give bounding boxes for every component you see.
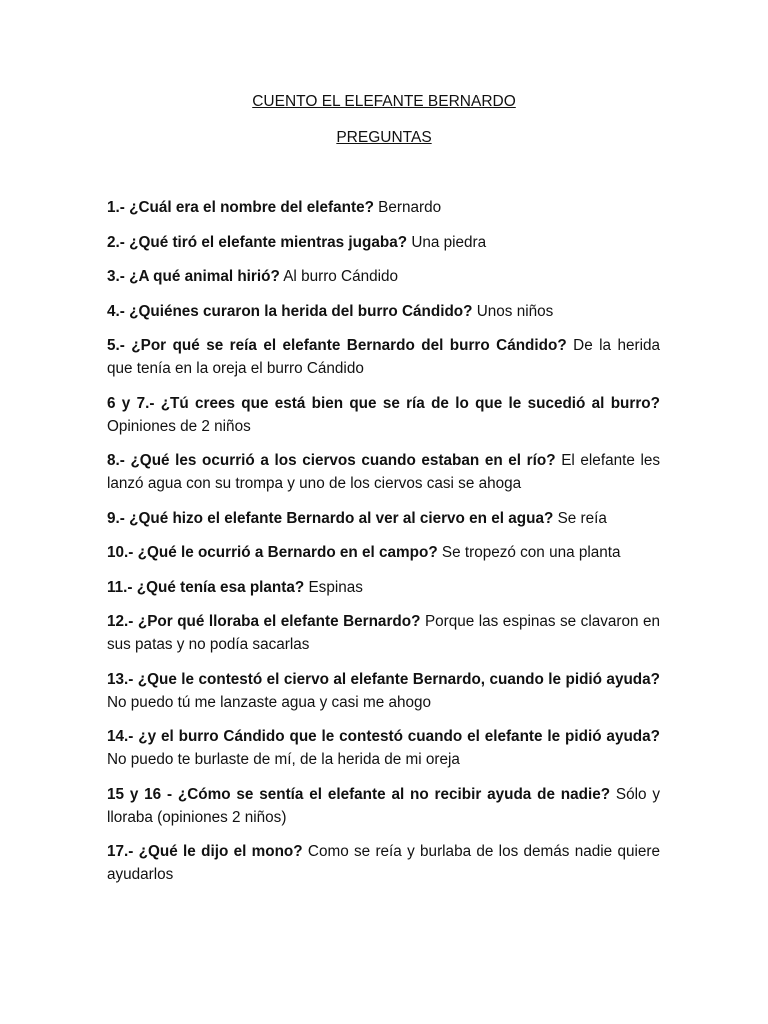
question-text: 5.- ¿Por qué se reía el elefante Bernardo del burro Cándido?	[107, 337, 567, 354]
question-list	[107, 196, 660, 898]
question-text: 6 y 7.- ¿Tú crees que está bien que se ría de lo que le sucedió al burro?	[107, 394, 660, 412]
question-text: 10.- ¿Qué le ocurrió a Bernardo en el campo?	[107, 544, 438, 561]
question-item	[107, 725, 660, 771]
question-text: 12.- ¿Por qué lloraba el elefante Bernardo?	[107, 613, 421, 630]
question-item	[107, 196, 660, 219]
question-item	[107, 334, 660, 380]
question-item	[107, 610, 660, 656]
question-item	[107, 300, 660, 323]
question-item	[107, 668, 660, 714]
answer-text: Bernardo	[378, 199, 442, 216]
question-item	[107, 449, 660, 495]
question-text: 9.- ¿Qué hizo el elefante Bernardo al ver al ciervo en el agua?	[107, 509, 554, 527]
answer-text: El elefante les lanzó agua con su trompa y uno de los ciervos casi se ahoga	[107, 452, 661, 492]
question-text: 13.- ¿Que le contestó el ciervo al elefante Bernardo, cuando le pidió ayuda?	[107, 670, 660, 688]
question-text: 15 y 16 - ¿Cómo se sentía el elefante al no recibir ayuda de nadie?	[107, 785, 611, 803]
answer-text: Al burro Cándido	[283, 268, 399, 285]
answer-text: Se reía	[557, 509, 607, 527]
answer-text: No puedo tú me lanzaste agua y casi me ahogo	[107, 693, 431, 711]
answer-text: Como se reía y burlaba de los demás nadie quiere ayudarlos	[107, 843, 660, 883]
answer-text: No puedo te burlaste de mí, de la herida de mi oreja	[107, 751, 460, 768]
answer-text: Porque las espinas se clavaron en sus patas y no podía sacarlas	[107, 613, 661, 653]
question-item	[107, 507, 660, 530]
question-text: 17.- ¿Qué le dijo el mono?	[107, 843, 303, 860]
document-title: CUENTO EL ELEFANTE BERNARDO	[252, 93, 516, 110]
question-item	[107, 392, 660, 438]
answer-text: Espinas	[308, 578, 363, 596]
question-item	[107, 265, 660, 288]
answer-text: Sólo y lloraba (opiniones 2 niños)	[107, 785, 661, 826]
question-item	[107, 576, 660, 599]
answer-text: Una piedra	[411, 233, 487, 251]
document-subtitle: PREGUNTAS	[336, 129, 432, 146]
question-text: 3.- ¿A qué animal hirió?	[107, 268, 280, 285]
question-text: 2.- ¿Qué tiró el elefante mientras jugaba?	[107, 233, 408, 251]
question-text: 4.- ¿Quiénes curaron la herida del burro Cándido?	[107, 302, 473, 320]
question-item	[107, 541, 660, 564]
answer-text: De la herida que tenía en la oreja el burro Cándido	[107, 337, 661, 377]
answer-text: Se tropezó con una planta	[441, 544, 621, 561]
question-item	[107, 840, 660, 886]
answer-text: Opiniones de 2 niños	[107, 417, 251, 435]
question-text: 14.- ¿y el burro Cándido que le contestó cuando el elefante le pidió ayuda?	[107, 728, 660, 745]
answer-text: Unos niños	[476, 302, 554, 320]
question-item	[107, 783, 660, 829]
question-item	[107, 231, 660, 254]
question-text: 11.- ¿Qué tenía esa planta?	[107, 578, 305, 596]
question-text: 8.- ¿Qué les ocurrió a los ciervos cuando estaban en el río?	[107, 452, 556, 469]
question-text: 1.- ¿Cuál era el nombre del elefante?	[107, 199, 374, 216]
